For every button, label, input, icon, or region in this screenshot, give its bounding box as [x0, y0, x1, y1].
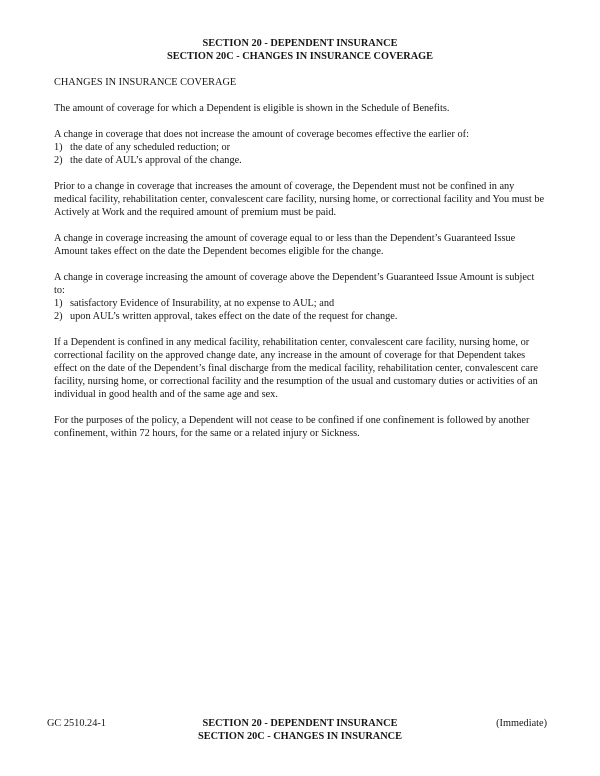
list-item-number: 1) [54, 298, 63, 309]
footer-form-number: GC 2510.24-1 [47, 718, 106, 729]
list-item [54, 297, 547, 310]
section-heading: CHANGES IN INSURANCE COVERAGE [54, 77, 237, 88]
header-title-line-1: SECTION 20 - DEPENDENT INSURANCE [202, 38, 398, 49]
paragraph-prior-to-change: Prior to a change in coverage that increases the amount of coverage, the Dependent must not be confined in any medical facility, rehabilitation center, convalescent care facility, nursing home, or correctional facility and You must be Actively at Work and the required amount of premium must be paid. [54, 181, 545, 218]
footer-effective-tag: (Immediate) [496, 718, 547, 729]
list-item-number: 2) [54, 311, 63, 322]
paragraph-above-gia-intro: A change in coverage increasing the amount of coverage above the Dependent’s Guaranteed Issue Amount is subject to: [54, 272, 535, 296]
list-item-number: 1) [54, 142, 63, 153]
list-item-text: satisfactory Evidence of Insurability, at no expense to AUL; and [70, 298, 335, 309]
page-header [0, 37, 600, 63]
footer-title-line-1: SECTION 20 - DEPENDENT INSURANCE [202, 718, 398, 729]
list-item-text: upon AUL’s written approval, takes effect on the date of the request for change. [70, 311, 398, 322]
list-item-text: the date of any scheduled reduction; or [70, 142, 231, 153]
document-body [0, 76, 547, 440]
header-title-line-2: SECTION 20C - CHANGES IN INSURANCE COVERAGE [166, 51, 434, 62]
page-footer [0, 717, 600, 745]
paragraph-above-gia-block [54, 271, 547, 323]
paragraph-equal-or-less: A change in coverage increasing the amount of coverage equal to or less than the Dependent’s Guaranteed Issue Amount takes effect on the date the Dependent becomes eligible for the change. [54, 233, 516, 257]
list-item [54, 154, 547, 167]
paragraph-confinement-discharge: If a Dependent is confined in any medical facility, rehabilitation center, convalescent care facility, nursing home, or correctional facility on the approved change date, any increase in the amount of coverage for that Dependent takes effect on the date of the Dependent’s final discharge from the medical facility, rehabilitation center, convalescent care facility, nursing home, or correctional facility and the resumption of the usual and customary duties or activities of an individual in good health and of the same age and sex. [54, 337, 538, 400]
footer-title-line-2: SECTION 20C - CHANGES IN INSURANCE [198, 731, 402, 742]
paragraph-no-increase-intro: A change in coverage that does not increase the amount of coverage becomes effective the earlier of: [54, 129, 469, 140]
list-item [54, 310, 547, 323]
list-item-number: 2) [54, 155, 63, 166]
list-item [54, 141, 547, 154]
paragraph-72-hours: For the purposes of the policy, a Dependent will not cease to be confined if one confinement is followed by another confinement, within 72 hours, for the same or a related injury or Sickness. [54, 415, 530, 439]
list-item-text: the date of AUL’s approval of the change. [70, 155, 242, 166]
paragraph-no-increase-block [54, 128, 547, 167]
paragraph-schedule-of-benefits: The amount of coverage for which a Dependent is eligible is shown in the Schedule of Benefits. [54, 103, 450, 114]
